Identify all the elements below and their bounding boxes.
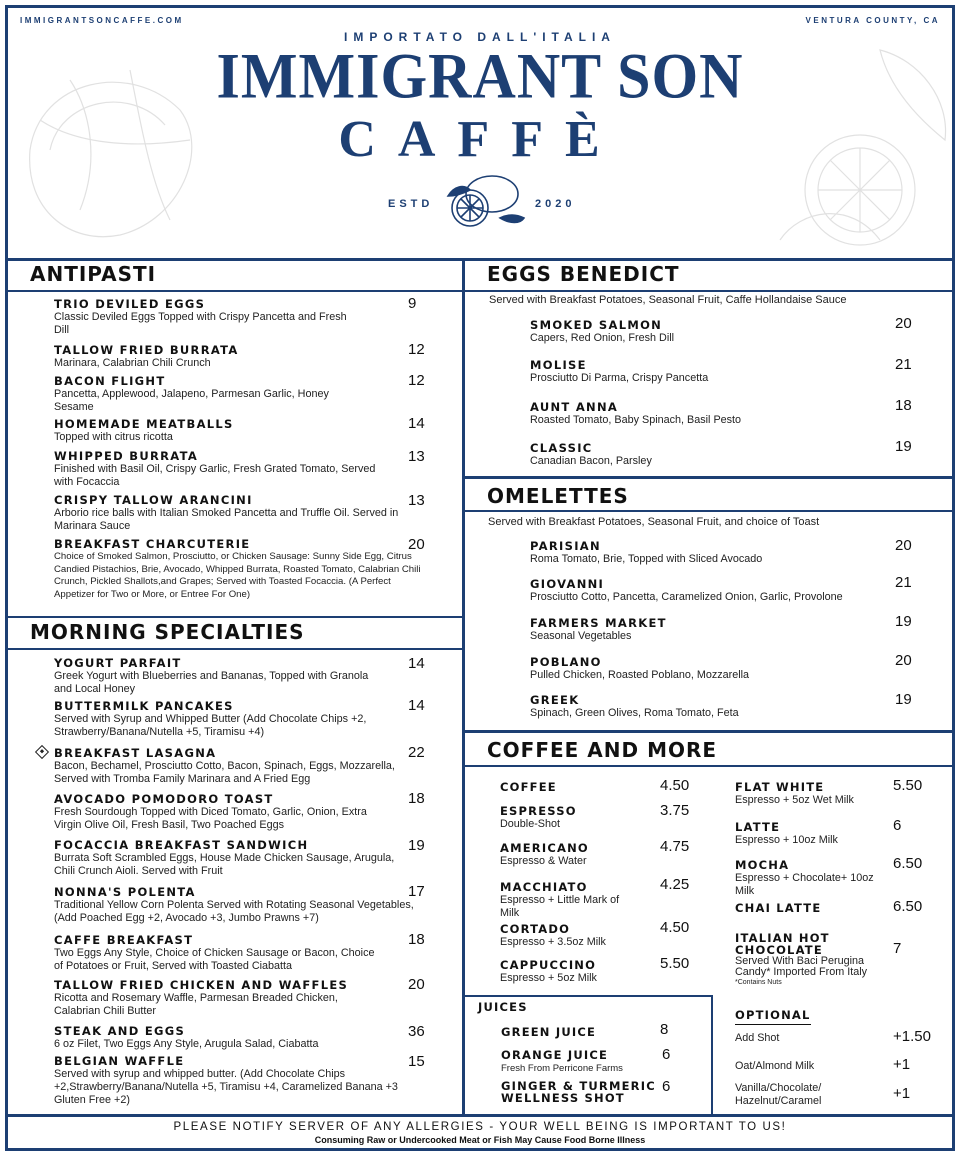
item-name: AVOCADO POMODORO TOAST: [54, 792, 274, 806]
item-desc: Espresso & Water: [500, 855, 587, 867]
item-desc: Roasted Tomato, Baby Spinach, Basil Pesto: [530, 414, 742, 426]
item-price: 13: [408, 492, 425, 509]
item-name: AUNT ANNA: [530, 400, 619, 414]
coffee-item: [735, 780, 885, 807]
menu-item: [530, 441, 860, 468]
menu-item: [54, 792, 389, 832]
item-name: PARISIAN: [530, 539, 601, 553]
food-warning: Consuming Raw or Undercooked Meat or Fish May Cause Food Borne Illness: [314, 1135, 646, 1145]
coffee-item: [500, 841, 650, 868]
item-desc: 6 oz Filet, Two Eggs Any Style, Arugula Salad, Ciabatta: [54, 1038, 319, 1050]
item-price: 9: [408, 295, 417, 312]
benedict-rule: [463, 290, 955, 292]
item-desc: Espresso + 5oz Milk: [500, 972, 597, 984]
estd-row: [0, 168, 960, 238]
benedict-bottom-rule: [463, 476, 955, 479]
website-text[interactable]: IMMIGRANTSONCAFFE.COM: [20, 16, 184, 25]
antipasti-bottom-rule: [5, 616, 463, 618]
item-name: TRIO DEVILED EGGS: [54, 297, 206, 311]
estd-year: 2020: [535, 198, 576, 210]
item-name: ESPRESSO: [500, 804, 577, 818]
omelettes-bottom-rule: [463, 730, 955, 733]
antipasti-title: ANTIPASTI: [30, 262, 157, 286]
item-desc: Seasonal Vegetables: [530, 630, 632, 642]
item-name: POBLANO: [530, 655, 602, 669]
menu-item: [54, 838, 399, 878]
item-desc: Marinara, Calabrian Chili Crunch: [54, 357, 211, 369]
optional-price: +1.50: [893, 1028, 931, 1045]
juices-side-rule: [711, 995, 713, 1114]
menu-item: [54, 1054, 424, 1107]
item-price: 6: [662, 1078, 671, 1095]
item-name: NONNA'S POLENTA: [54, 885, 196, 899]
coffee-rule: [463, 765, 955, 767]
item-desc: Choice of Smoked Salmon, Prosciutto, or Chicken Sausage: Sunny Side Egg, Citrus Candied Pistachios, Brie, Avocado, Whipped Burrata, Roasted Tomato, Calabrian Chili Crunch, Pickled Shallots,and Grapes; Served with Toasted Focaccia. (A Perfect Appetizer for Two or More, or Entree For One): [54, 551, 421, 600]
item-price: 15: [408, 1053, 425, 1070]
menu-item: [530, 655, 860, 682]
lemon-illustration-icon: [440, 168, 526, 234]
item-price: 14: [408, 415, 425, 432]
optional-item: Oat/Almond Milk: [735, 1060, 815, 1072]
coffee-item: [735, 858, 875, 898]
item-desc: Served With Baci Perugina Candy* Imported From Italy: [735, 955, 868, 978]
brand-title: IMMIGRANT SON: [216, 40, 744, 112]
item-name: GREEN JUICE: [501, 1025, 597, 1039]
item-name: ORANGE JUICE: [501, 1048, 609, 1062]
coffee-item: [735, 901, 885, 915]
item-desc: Espresso + Little Mark of Milk: [500, 894, 620, 919]
item-name: CRISPY TALLOW ARANCINI: [54, 493, 253, 507]
omelettes-subtitle: Served with Breakfast Potatoes, Seasonal Fruit, and choice of Toast: [488, 516, 820, 528]
item-price: 4.75: [660, 838, 690, 855]
divider-vertical: [462, 258, 465, 1114]
item-name: BUTTERMILK PANCAKES: [54, 699, 234, 713]
menu-item: [54, 978, 384, 1018]
estd-label: ESTD: [388, 198, 434, 210]
item-price: 19: [895, 691, 912, 708]
menu-item: [54, 297, 364, 337]
item-desc: Espresso + Chocolate+ 10oz Milk: [735, 872, 874, 897]
item-name: TALLOW FRIED CHICKEN AND WAFFLES: [54, 978, 349, 992]
item-price: 19: [895, 438, 912, 455]
optional-title: OPTIONAL: [735, 1008, 811, 1025]
omelettes-title: OMELETTES: [487, 484, 629, 508]
menu-item: [530, 400, 860, 427]
item-note: *Contains Nuts: [735, 979, 782, 986]
item-name: LATTE: [735, 820, 781, 834]
item-desc: Bacon, Bechamel, Prosciutto Cotto, Bacon, Spinach, Eggs, Mozzarella, Served with Tromba Family Marinara and A Fried Egg: [54, 760, 395, 785]
coffee-item: [500, 922, 650, 949]
menu-item: [54, 656, 374, 696]
item-price: 4.50: [660, 919, 690, 936]
item-desc: Served with Syrup and Whipped Butter (Add Chocolate Chips +2, Strawberry/Banana/Nutella +5, Tiramisu +4): [54, 713, 367, 738]
item-price: 5.50: [893, 777, 923, 794]
item-price: 14: [408, 697, 425, 714]
item-name: MACCHIATO: [500, 880, 588, 894]
benedict-subtitle: Served with Breakfast Potatoes, Seasonal Fruit, Caffe Hollandaise Sauce: [489, 294, 847, 306]
menu-item: [54, 343, 404, 370]
item-name: SMOKED SALMON: [530, 318, 663, 332]
item-name: BACON FLIGHT: [54, 374, 166, 388]
coffee-title: COFFEE AND MORE: [487, 738, 718, 762]
item-price: 4.25: [660, 876, 690, 893]
coffee-item: [500, 958, 650, 985]
item-desc: Fresh Sourdough Topped with Diced Tomato, Garlic, Onion, Extra Virgin Olive Oil, Fresh Basil, Two Poached Eggs: [54, 806, 367, 831]
item-price: 17: [408, 883, 425, 900]
location-text: VENTURA COUNTY, CA: [805, 16, 940, 25]
coffee-item: [500, 780, 650, 794]
juice-item: [501, 1025, 661, 1039]
item-desc: Spinach, Green Olives, Roma Tomato, Feta: [530, 707, 739, 719]
menu-item: [530, 693, 860, 720]
item-price: 20: [895, 537, 912, 554]
item-price: 6: [893, 817, 902, 834]
item-price: 3.75: [660, 802, 690, 819]
juices-top-rule: [463, 995, 713, 997]
item-price: 7: [893, 940, 902, 957]
optional-price: +1: [893, 1056, 911, 1073]
morning-title: MORNING SPECIALTIES: [30, 620, 305, 644]
item-desc: Espresso + 3.5oz Milk: [500, 936, 606, 948]
item-price: 22: [408, 744, 425, 761]
optional-item: Vanilla/Chocolate/ Hazelnut/Caramel: [735, 1082, 822, 1107]
item-price: 36: [408, 1023, 425, 1040]
divider-top: [5, 258, 955, 261]
item-price: 5.50: [660, 955, 690, 972]
menu-item: [54, 746, 419, 786]
item-name: BELGIAN WAFFLE: [54, 1054, 185, 1068]
item-desc: Prosciutto Di Parma, Crispy Pancetta: [530, 372, 709, 384]
item-price: 6: [662, 1046, 671, 1063]
item-price: 21: [895, 574, 912, 591]
item-desc: Double-Shot: [500, 818, 561, 830]
item-name: FOCACCIA BREAKFAST SANDWICH: [54, 838, 309, 852]
item-desc: Traditional Yellow Corn Polenta Served with Rotating Seasonal Vegetables, (Add Poached Egg +2, Avocado +3, Jumbo Prawns +7): [54, 899, 414, 924]
tagline: IMPORTATO DALL'ITALIA: [344, 30, 616, 44]
item-desc: Prosciutto Cotto, Pancetta, Caramelized Onion, Garlic, Provolone: [530, 591, 843, 603]
coffee-item: [735, 820, 885, 847]
item-price: 20: [408, 976, 425, 993]
menu-item: [54, 449, 389, 489]
menu-item: [54, 699, 399, 739]
item-price: 4.50: [660, 777, 690, 794]
item-price: 12: [408, 372, 425, 389]
item-desc: Fresh From Perricone Farms: [501, 1063, 623, 1074]
menu-item: [530, 318, 860, 345]
item-name: AMERICANO: [500, 841, 589, 855]
morning-rule: [5, 648, 463, 650]
allergy-notice: PLEASE NOTIFY SERVER OF ANY ALLERGIES - YOUR WELL BEING IS IMPORTANT TO US!: [173, 1121, 787, 1133]
menu-item: [530, 539, 890, 566]
item-name: FLAT WHITE: [735, 780, 825, 794]
item-desc: Served with syrup and whipped butter. (Add Chocolate Chips +2,Strawberry/Banana/Nutella +5, Tiramisu +4, Caramelized Banana +3 Gluten Free +2): [54, 1068, 398, 1106]
item-desc: Pulled Chicken, Roasted Poblano, Mozzarella: [530, 669, 750, 681]
menu-item: [54, 885, 429, 925]
item-name: CAFFE BREAKFAST: [54, 933, 194, 947]
item-desc: Arborio rice balls with Italian Smoked Pancetta and Truffle Oil. Served in Marinara Sauce: [54, 507, 399, 532]
item-desc: Burrata Soft Scrambled Eggs, House Made Chicken Sausage, Arugula, Chili Crunch Aioli. Served with Fruit: [54, 852, 395, 877]
item-price: 12: [408, 341, 425, 358]
menu-item: [530, 577, 895, 604]
item-name: MOLISE: [530, 358, 587, 372]
item-name: CORTADO: [500, 922, 571, 936]
coffee-item: [500, 804, 650, 831]
menu-item: [54, 537, 429, 601]
antipasti-rule: [5, 290, 463, 292]
item-desc: Classic Deviled Eggs Topped with Crispy Pancetta and Fresh Dill: [54, 311, 347, 336]
item-desc: Pancetta, Applewood, Jalapeno, Parmesan Garlic, Honey Sesame: [54, 388, 329, 413]
benedict-title: EGGS BENEDICT: [487, 262, 680, 286]
item-price: 6.50: [893, 855, 923, 872]
item-desc: Espresso + 5oz Wet Milk: [735, 794, 854, 806]
item-desc: Greek Yogurt with Blueberries and Bananas, Topped with Granola and Local Honey: [54, 670, 369, 695]
item-price: 19: [895, 613, 912, 630]
juices-title: JUICES: [478, 1000, 528, 1014]
item-name: GIOVANNI: [530, 577, 605, 591]
item-desc: Topped with citrus ricotta: [54, 431, 173, 443]
item-price: 19: [408, 837, 425, 854]
item-name: COFFEE: [500, 780, 557, 794]
item-desc: Finished with Basil Oil, Crispy Garlic, Fresh Grated Tomato, Served with Focaccia: [54, 463, 376, 488]
item-name: HOMEMADE MEATBALLS: [54, 417, 234, 431]
item-price: 18: [408, 931, 425, 948]
menu-item: [54, 1024, 394, 1051]
item-name: CLASSIC: [530, 441, 593, 455]
menu-item: [530, 358, 860, 385]
item-price: 6.50: [893, 898, 923, 915]
item-price: 20: [408, 536, 425, 553]
item-name: TALLOW FRIED BURRATA: [54, 343, 239, 357]
menu-item: [530, 616, 860, 643]
juice-item: [501, 1080, 661, 1104]
item-name: BREAKFAST CHARCUTERIE: [54, 537, 251, 551]
item-price: 20: [895, 315, 912, 332]
item-desc: Capers, Red Onion, Fresh Dill: [530, 332, 675, 344]
item-price: 8: [660, 1021, 669, 1038]
item-name: GINGER & TURMERIC WELLNESS SHOT: [501, 1079, 656, 1105]
item-desc: Two Eggs Any Style, Choice of Chicken Sausage or Bacon, Choice of Potatoes or Fruit, Served with Toasted Ciabatta: [54, 947, 375, 972]
coffee-item: [500, 880, 630, 920]
item-name: CHAI LATTE: [735, 901, 822, 915]
item-price: 21: [895, 356, 912, 373]
item-price: 14: [408, 655, 425, 672]
item-name: CAPPUCCINO: [500, 958, 597, 972]
item-name: FARMERS MARKET: [530, 616, 667, 630]
item-price: 20: [895, 652, 912, 669]
menu-item: [54, 493, 404, 533]
item-desc: Canadian Bacon, Parsley: [530, 455, 652, 467]
menu-item: [54, 417, 404, 444]
optional-item: Add Shot: [735, 1032, 780, 1044]
item-name: GREEK: [530, 693, 580, 707]
menu-item: [54, 933, 384, 973]
item-name: STEAK AND EGGS: [54, 1024, 186, 1038]
item-price: 13: [408, 448, 425, 465]
item-name: BREAKFAST LASAGNA: [54, 746, 217, 760]
item-name: ITALIAN HOT CHOCOLATE: [735, 931, 830, 957]
caffe-title: CAFFÈ: [338, 111, 622, 168]
item-name: WHIPPED BURRATA: [54, 449, 199, 463]
divider-bottom: [5, 1114, 955, 1117]
optional-price: +1: [893, 1085, 911, 1102]
coffee-item: [735, 932, 885, 987]
item-name: YOGURT PARFAIT: [54, 656, 182, 670]
omelettes-rule: [463, 510, 955, 512]
item-price: 18: [408, 790, 425, 807]
juice-item: [501, 1048, 661, 1075]
item-desc: Ricotta and Rosemary Waffle, Parmesan Breaded Chicken, Calabrian Chili Butter: [54, 992, 338, 1017]
item-desc: Espresso + 10oz Milk: [735, 834, 838, 846]
item-price: 18: [895, 397, 912, 414]
item-name: MOCHA: [735, 858, 790, 872]
menu-header: [0, 30, 960, 169]
item-desc: Roma Tomato, Brie, Topped with Sliced Avocado: [530, 553, 763, 565]
menu-item: [54, 374, 344, 414]
